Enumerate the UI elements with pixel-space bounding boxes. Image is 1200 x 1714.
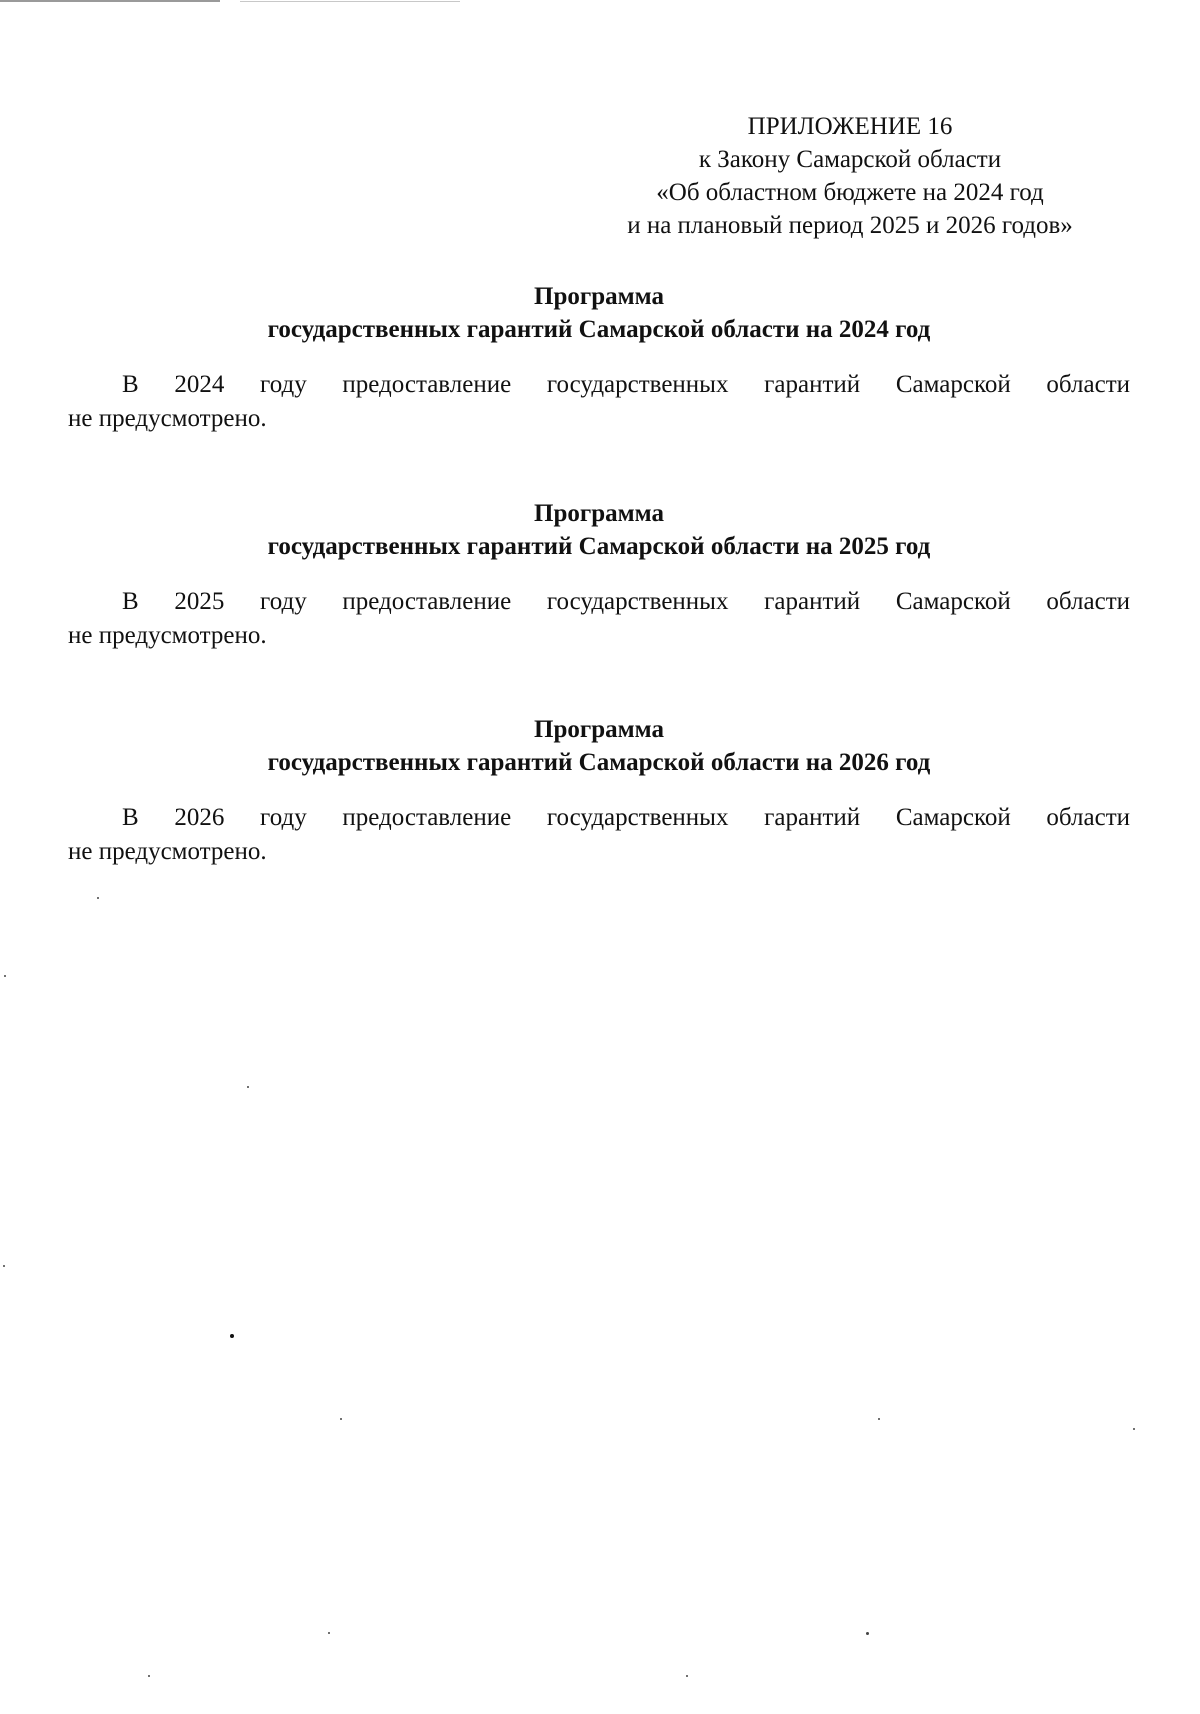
appendix-number: ПРИЛОЖЕНИЕ 16: [747, 113, 953, 140]
scan-speck: [878, 1418, 880, 1420]
section-title: [68, 280, 1130, 346]
scan-speck: [247, 1086, 249, 1088]
section-title: [68, 497, 1130, 563]
paragraph-line: В 2026 году предоставление государственных гарантий Самарской области: [122, 804, 1130, 831]
paragraph-line: не предусмотрено.: [68, 405, 267, 432]
scan-artifact-line: [240, 1, 460, 2]
section-heading: Программа: [534, 283, 664, 310]
section-subheading: государственных гарантий Самарской области на 2025 год: [267, 533, 931, 560]
section-subheading: государственных гарантий Самарской области на 2024 год: [267, 316, 931, 343]
section-paragraph: [68, 801, 1130, 869]
section-title: [68, 713, 1130, 779]
scan-speck: [4, 975, 6, 977]
scan-artifact-line: [0, 0, 220, 2]
guarantee-program-2026: [68, 713, 1130, 869]
scan-speck: [230, 1334, 234, 1338]
paragraph-line: не предусмотрено.: [68, 838, 267, 865]
scan-speck: [97, 897, 99, 899]
appendix-header: [600, 110, 1100, 242]
section-heading: Программа: [534, 500, 664, 527]
section-heading: Программа: [534, 716, 664, 743]
guarantee-program-2025: [68, 497, 1130, 653]
appendix-law-title-cont: и на плановый период 2025 и 2026 годов»: [627, 212, 1073, 239]
paragraph-line: В 2025 году предоставление государственных гарантий Самарской области: [122, 588, 1130, 615]
scan-speck: [3, 1265, 5, 1267]
scan-speck: [1133, 1428, 1135, 1430]
scan-speck: [328, 1632, 330, 1634]
appendix-law-reference: к Закону Самарской области: [698, 146, 1002, 173]
appendix-law-title: «Об областном бюджете на 2024 год: [656, 179, 1044, 206]
scan-speck: [866, 1632, 869, 1635]
scan-speck: [686, 1675, 688, 1677]
guarantee-program-2024: [68, 280, 1130, 436]
section-paragraph: [68, 585, 1130, 653]
paragraph-line: В 2024 году предоставление государственных гарантий Самарской области: [122, 371, 1130, 398]
paragraph-line: не предусмотрено.: [68, 622, 267, 649]
scan-speck: [340, 1418, 342, 1420]
section-subheading: государственных гарантий Самарской области на 2026 год: [267, 749, 931, 776]
section-paragraph: [68, 368, 1130, 436]
scan-speck: [148, 1675, 150, 1677]
